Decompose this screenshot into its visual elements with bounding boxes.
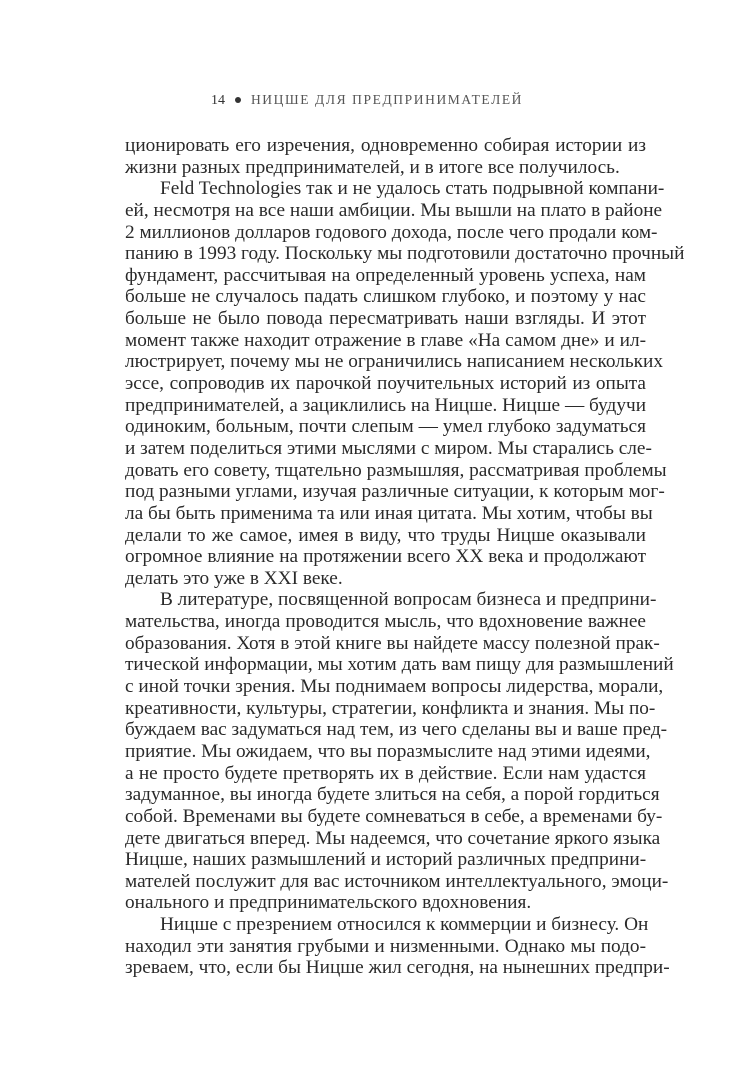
text-line: одиноким, больным, почти слепым — умел глубоко задуматься [125,416,646,438]
text-line: находил эти занятия грубыми и низменными. Однако мы подо- [125,935,646,957]
paragraph [125,135,646,178]
text-line: панию в 1993 году. Поскольку мы подготовили достаточно прочный [125,243,685,265]
text-line: тической информации, мы хотим дать вам пищу для размышлений [125,654,674,676]
text-line: задуманное, вы иногда будете злиться на себя, а порой гордиться [125,784,660,806]
text-line: зреваем, что, если бы Ницше жил сегодня, на нынешних предпри- [125,957,670,979]
text-line: жизни разных предпринимателей, и в итоге все получилось. [125,156,620,178]
text-line: больше не было повода пересматривать наши взгляды. И этот [125,308,646,330]
text-line: 2 миллионов долларов годового дохода, после чего продали ком- [125,221,658,243]
text-line: делали то же самое, имея в виду, что труды Ницше оказывали [125,524,646,546]
page-number: 14 [210,93,225,108]
text-line: мательства, иногда проводится мысль, что вдохновение важнее [125,611,646,633]
text-line: собой. Временами вы будете сомневаться в себе, а временами бу- [125,805,663,827]
text-line: ей, несмотря на все наши амбиции. Мы вышли на плато в районе [125,199,663,221]
text-line: креативности, культуры, стратегии, конфликта и знания. Мы по- [125,697,656,719]
text-line: под разными углами, изучая различные ситуации, к которым мог- [125,481,665,503]
text-line: огромное влияние на протяжении всего XX века и продолжают [125,546,646,568]
text-line: В литературе, посвященной вопросам бизнеса и предприни- [160,589,657,611]
text-line: ла бы быть применима та или иная цитата. Мы хотим, чтобы вы [125,502,653,524]
text-line: больше не случалось падать слишком глубоко, и поэтому у нас [125,286,646,308]
running-header [0,92,734,109]
text-line: Ницше с презрением относился к коммерции и бизнесу. Он [160,914,649,936]
page-body-text [125,135,685,979]
text-line: с иной точки зрения. Мы поднимаем вопросы лидерства, морали, [125,676,664,698]
text-line: ционировать его изречения, одновременно собирая истории из [125,135,646,156]
text-line: момент также находит отражение в главе «На самом дне» и ил- [125,329,646,351]
text-line: делать это уже в XXI веке. [125,567,343,589]
text-line: фундамент, рассчитывая на определенный уровень успеха, нам [125,264,646,286]
text-line: эссе, сопроводив их парочкой поучительных историй из опыта [125,373,646,395]
text-line: приятие. Мы ожидаем, что вы поразмыслите над этими идеями, [125,740,651,762]
text-line: онального и предпринимательского вдохновения. [125,892,532,914]
text-line: образования. Хотя в этой книге вы найдете массу полезной прак- [125,632,660,654]
bullet-separator [235,97,241,103]
text-line: а не просто будете претворять их в действие. Если нам удастся [125,762,646,784]
text-line: предпринимателей, а зациклились на Ницше. Ницше — будучи [125,394,647,416]
text-line: дете двигаться вперед. Мы надеемся, что сочетание яркого языка [125,827,661,849]
paragraph [125,589,674,914]
text-line: Ницше, наших размышлений и историй различных предприни- [125,849,647,871]
text-line: буждаем вас задуматься над тем, из чего сделаны вы и ваше пред- [125,719,668,741]
text-line: люстрирует, почему мы не ограничились написанием нескольких [125,351,663,373]
text-line: мателей послужит для вас источником интеллектуального, эмоци- [125,870,669,892]
text-line: и затем поделиться этими мыслями с миром. Мы старались сле- [125,437,652,459]
paragraph [125,914,670,979]
text-line: довать его совету, тщательно размышляя, рассматривая проблемы [125,459,667,481]
running-title: НИЦШЕ ДЛЯ ПРЕДПРИНИМАТЕЛЕЙ [250,92,524,107]
text-line: Feld Technologies так и не удалось стать подрывной компани- [160,178,665,200]
paragraph [125,178,685,589]
